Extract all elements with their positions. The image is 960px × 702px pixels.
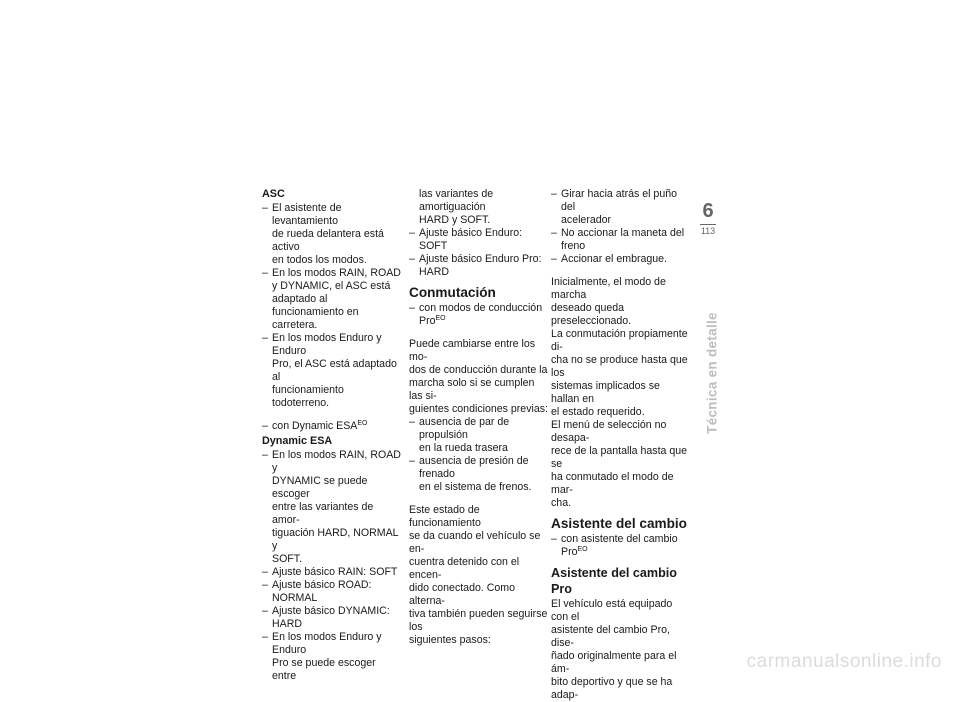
text-line: freno — [561, 240, 586, 252]
spacer — [409, 494, 549, 504]
text-line: en todos los modos. — [272, 254, 367, 266]
esa-list — [262, 449, 402, 683]
text-line: La conmutación propiamente di- — [551, 328, 688, 353]
asistente-cambio-pro-heading: Asistente del cambio Pro — [551, 566, 677, 596]
text-line: – Ajuste básico Enduro: SOFT — [419, 227, 523, 252]
chapter-side-label: Técnica en detalle — [704, 312, 720, 434]
text-line: – Ajuste básico ROAD: NORMAL — [272, 579, 372, 604]
text-line: cha. — [551, 497, 572, 509]
column-right — [551, 188, 691, 702]
text-line: tiva también pueden seguirse los — [409, 608, 548, 633]
text-line: Puede cambiarse entre los mo- — [409, 338, 536, 363]
text-line: – En los modos Enduro y Enduro — [272, 631, 382, 656]
text-line: tiguación HARD, NORMAL y — [272, 527, 399, 552]
text-line: Este estado de funcionamiento — [409, 504, 481, 529]
paragraph — [409, 338, 549, 416]
list-item — [262, 267, 402, 332]
list-item — [551, 227, 691, 253]
text-line: – Accionar el embrague. — [561, 253, 667, 265]
asc-list — [262, 202, 402, 410]
esa-heading: Dynamic ESA — [262, 435, 333, 447]
text-line: – con asistente del cambio — [561, 533, 678, 545]
text-line: entre las variantes de amor- — [272, 501, 374, 526]
text-line: deseado queda preseleccionado. — [551, 302, 632, 327]
text-line: funcionamiento todoterreno. — [272, 384, 344, 409]
text-line: acelerador — [561, 214, 612, 226]
text-line: Pro se puede escoger entre — [272, 657, 376, 682]
text-line: cuentra detenido con el encen- — [409, 556, 520, 581]
text-line — [419, 315, 549, 328]
text-line: cha no se produce hasta que los — [551, 354, 688, 379]
option-text: Pro — [561, 546, 578, 558]
text-line: HARD — [419, 266, 450, 278]
list-item — [262, 332, 402, 410]
text-line: – No accionar la maneta del — [561, 227, 685, 239]
text-line: marcha solo si se cumplen las si- — [409, 377, 535, 402]
text-line: HARD y SOFT. — [419, 214, 491, 226]
text-line: se da cuando el vehículo se en- — [409, 530, 541, 555]
list-item — [551, 188, 691, 227]
asistente-cambio-heading: Asistente del cambio — [551, 516, 687, 531]
list-item — [409, 416, 549, 455]
text-line: – En los modos Enduro y Enduro — [272, 332, 382, 357]
list-item — [262, 202, 402, 267]
chapter-number: 6 — [702, 200, 714, 222]
esa-option-text: con Dynamic ESA — [272, 420, 358, 432]
option-item — [551, 533, 691, 559]
text-line: – En los modos RAIN, ROAD — [272, 267, 401, 279]
text-line: – Ajuste básico Enduro Pro: — [419, 253, 542, 265]
list-item — [262, 449, 402, 566]
column-left — [262, 188, 402, 683]
text-line: sistemas implicados se hallan en — [551, 380, 660, 405]
text-line: dos de conducción durante la — [409, 364, 548, 376]
text-line: – Ajuste básico DYNAMIC: — [272, 605, 390, 617]
text-line — [561, 546, 691, 559]
list-item — [409, 455, 549, 494]
text-line: – Girar hacia atrás el puño del — [561, 188, 678, 213]
text-line: carretera. — [272, 319, 318, 331]
list-item — [262, 566, 402, 579]
list-item — [262, 605, 402, 631]
text-line: rece de la pantalla hasta que se — [551, 445, 688, 470]
optional-mark: EO — [357, 420, 368, 427]
text-line: El menú de selección no desapa- — [551, 419, 667, 444]
text-line: siguientes pasos: — [409, 634, 491, 646]
text-line: – ausencia de presión de frenado — [419, 455, 529, 480]
chapter-divider — [700, 224, 716, 225]
paragraph — [551, 276, 691, 510]
page-number: 113 — [700, 226, 716, 236]
option-item — [409, 302, 549, 328]
text-line: – En los modos RAIN, ROAD y — [272, 449, 401, 474]
list-item — [262, 579, 402, 605]
paragraph — [551, 598, 691, 702]
text-line: ha conmutado el modo de mar- — [551, 471, 674, 496]
paragraph — [409, 504, 549, 647]
text-line: y DYNAMIC, el ASC está — [272, 280, 391, 292]
watermark: carmanualsonline.info — [746, 651, 942, 672]
text-line: adaptado al funcionamiento en — [272, 293, 359, 318]
text-line: – con modos de conducción — [419, 302, 543, 314]
esa-option-item — [262, 420, 402, 433]
text-line: en el sistema de frenos. — [419, 481, 532, 493]
text-line: asistente del cambio Pro, dise- — [551, 624, 670, 649]
text-line: dido conectado. Como alterna- — [409, 582, 516, 607]
text-line: ñado originalmente para el ám- — [551, 650, 677, 675]
text-line: El vehículo está equipado con el — [551, 598, 673, 623]
text-line: Pro, el ASC está adaptado al — [272, 358, 397, 383]
text-line: Inicialmente, el modo de marcha — [551, 276, 666, 301]
list-item — [262, 631, 402, 683]
optional-mark: EO — [577, 546, 588, 553]
list-item — [409, 253, 549, 279]
conmutacion-heading: Conmutación — [409, 285, 496, 300]
text-line: – El asistente de levantamiento — [272, 202, 342, 227]
list-item — [409, 227, 549, 253]
text-line: DYNAMIC se puede escoger — [272, 475, 368, 500]
spacer — [409, 328, 549, 338]
text-line: las variantes de amortiguación — [419, 188, 494, 213]
text-line: de rueda delantera está activo — [272, 228, 384, 253]
spacer — [551, 266, 691, 276]
list-item — [551, 253, 691, 266]
text-line: SOFT. — [272, 553, 303, 565]
text-line: – Ajuste básico RAIN: SOFT — [272, 566, 398, 578]
column-middle — [409, 188, 549, 647]
text-line: – ausencia de par de propulsión — [419, 416, 510, 441]
list-item-continuation — [409, 188, 549, 227]
text-line: HARD — [272, 618, 303, 630]
text-line: bito deportivo y que se ha adap- — [551, 676, 673, 701]
text-line: en la rueda trasera — [419, 442, 508, 454]
optional-mark: EO — [435, 315, 446, 322]
text-line: guientes condiciones previas: — [409, 403, 548, 415]
option-text: Pro — [419, 315, 436, 327]
asc-heading: ASC — [262, 188, 285, 200]
spacer — [262, 410, 402, 420]
text-line: el estado requerido. — [551, 406, 645, 418]
